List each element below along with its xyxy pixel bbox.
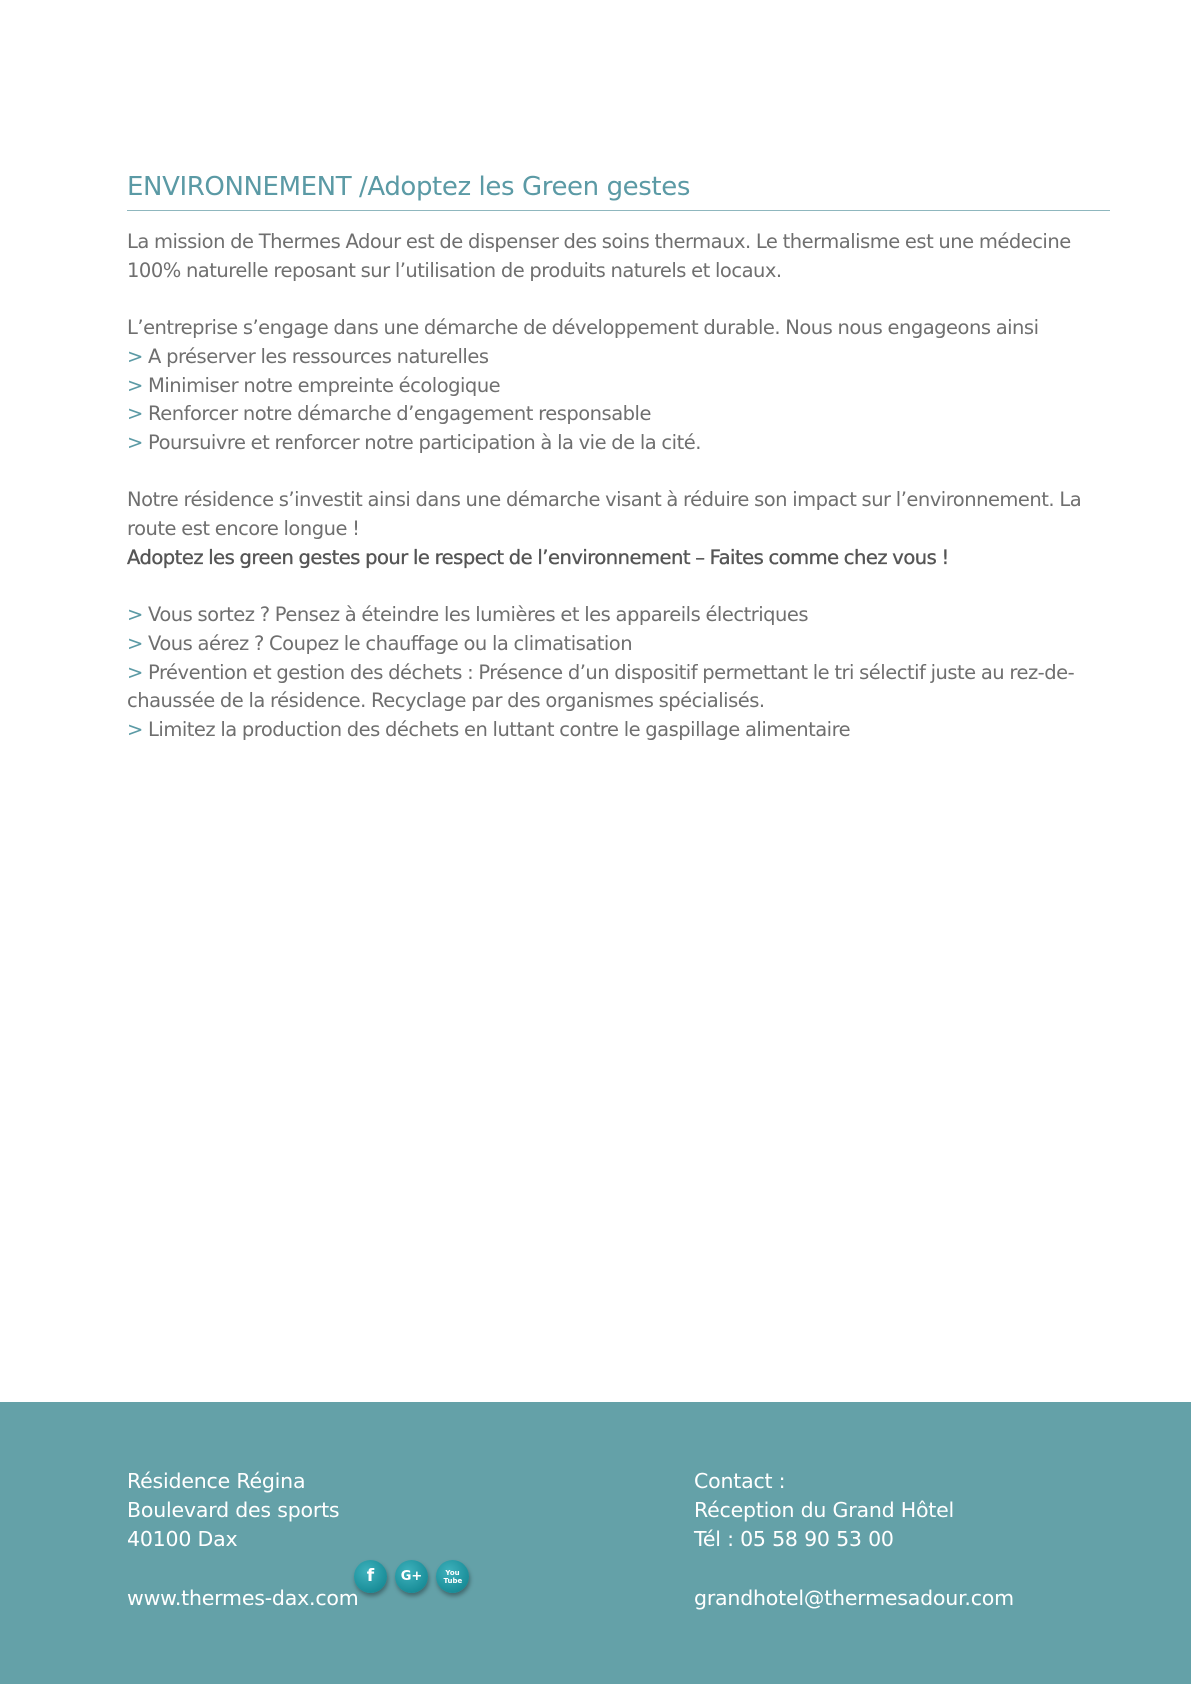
contact-label: Contact :	[694, 1469, 786, 1493]
list-item: > Poursuivre et renforcer notre participation à la vie de la cité.	[127, 430, 701, 454]
youtube-icon[interactable]: You Tube	[436, 1560, 469, 1593]
social-links	[354, 1560, 469, 1593]
residence-paragraph: Notre résidence s’investit ainsi dans une démarche visant à réduire son impact sur l’environnement. La route est encore longue !	[127, 488, 1082, 540]
footer-address	[127, 1467, 359, 1613]
list-item: > Limitez la production des déchets en luttant contre le gaspillage alimentaire	[127, 717, 851, 741]
city-address: 40100 Dax	[127, 1527, 238, 1551]
street-address: Boulevard des sports	[127, 1498, 340, 1522]
phone-number: Tél : 05 58 90 53 00	[694, 1527, 894, 1551]
list-item: > Vous aérez ? Coupez le chauffage ou la climatisation	[127, 631, 633, 655]
list-item: > Minimiser notre empreinte écologique	[127, 373, 501, 397]
footer-contact	[694, 1467, 1014, 1613]
bullet-arrow: >	[127, 344, 143, 368]
residence-name: Résidence Régina	[127, 1469, 306, 1493]
email-link[interactable]: grandhotel@thermesadour.com	[694, 1586, 1014, 1610]
list-item: > A préserver les ressources naturelles	[127, 344, 489, 368]
reception-name: Réception du Grand Hôtel	[694, 1498, 955, 1522]
body-text	[127, 228, 1110, 745]
bullet-arrow: >	[127, 660, 143, 684]
footer	[0, 1402, 1191, 1684]
list-item: > Vous sortez ? Pensez à éteindre les lumières et les appareils électriques	[127, 603, 809, 627]
commitment-list	[127, 343, 1110, 458]
list-item: > Prévention et gestion des déchets : Présence d’un dispositif permettant le tri sélectif juste au rez-de-chaussée de la résidence. Recyclage par des organismes spécialisés.	[127, 660, 1075, 713]
section-title: ENVIRONNEMENT /Adoptez les Green gestes	[127, 170, 1110, 211]
bullet-arrow: >	[127, 373, 143, 397]
gestures-list	[127, 601, 1110, 745]
intro-paragraph: La mission de Thermes Adour est de dispenser des soins thermaux. Le thermalisme est une médecine 100% naturelle reposant sur l’utilisation de produits naturels et locaux.	[127, 230, 1071, 282]
google-plus-icon[interactable]: G+	[395, 1560, 428, 1593]
commitment-lead: L’entreprise s’engage dans une démarche de développement durable. Nous nous engageons ainsi	[127, 316, 1039, 340]
website-link[interactable]: www.thermes-dax.com	[127, 1586, 359, 1610]
facebook-icon[interactable]: f	[354, 1560, 387, 1593]
bullet-arrow: >	[127, 631, 143, 655]
main-content	[127, 170, 1110, 745]
list-item: > Renforcer notre démarche d’engagement responsable	[127, 402, 651, 426]
green-gestures-highlight: Adoptez les green gestes pour le respect de l’environnement – Faites comme chez vous !	[127, 545, 949, 569]
bullet-arrow: >	[127, 717, 143, 741]
bullet-arrow: >	[127, 430, 143, 454]
bullet-arrow: >	[127, 603, 143, 627]
bullet-arrow: >	[127, 402, 143, 426]
